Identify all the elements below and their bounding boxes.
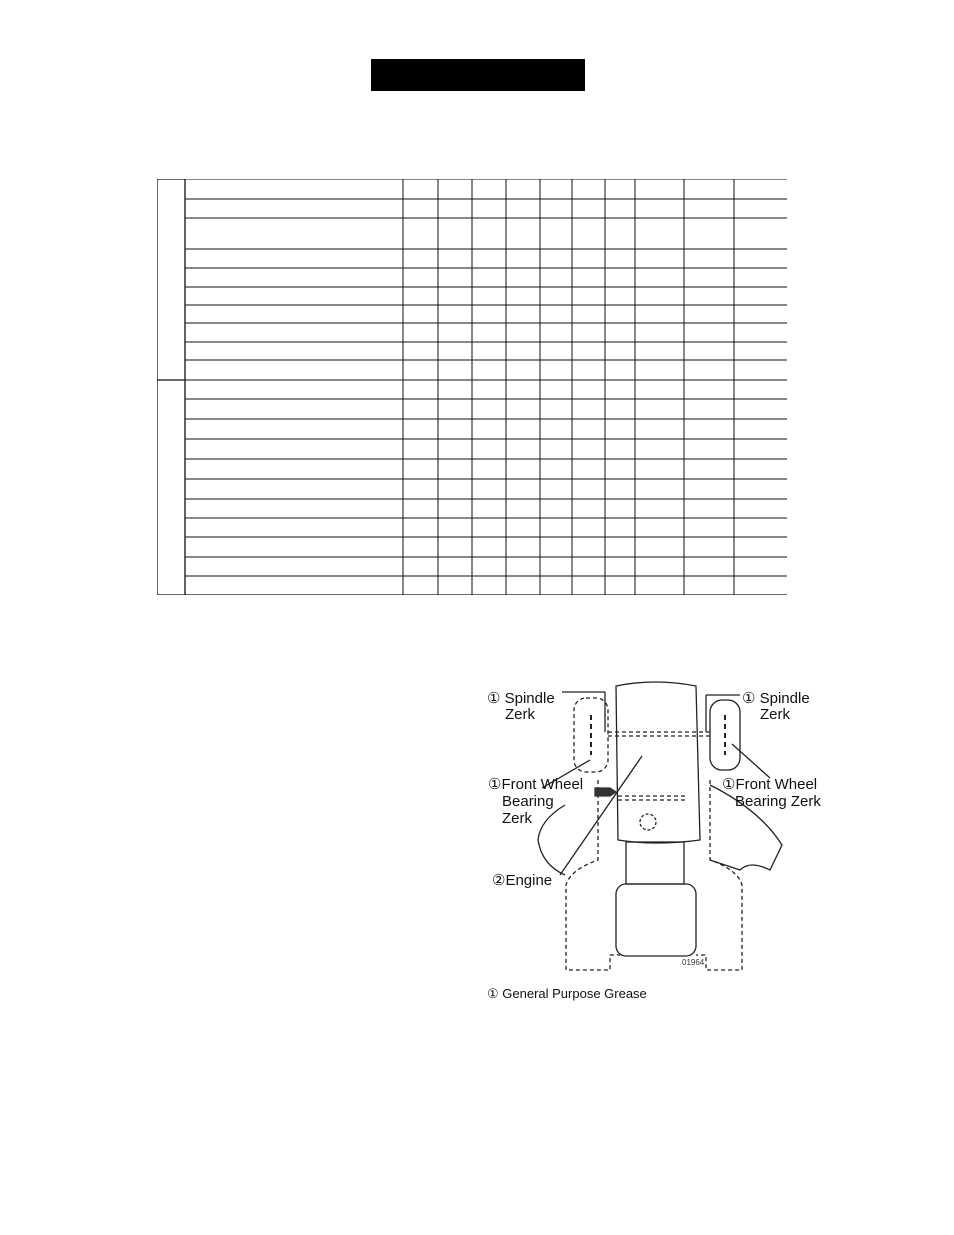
spindle-right-label-2: Zerk <box>760 706 790 723</box>
front-wheel-left-label-3: Zerk <box>502 810 532 827</box>
front-wheel-left-label: ①Front Wheel <box>488 776 584 793</box>
steering-column <box>626 842 684 884</box>
hood <box>616 682 700 843</box>
spindle-right-number: ① <box>742 690 756 707</box>
spindle-right-label: Spindle <box>759 690 810 707</box>
left-deck-outline <box>538 805 565 875</box>
front-wheel-right-label: ①Front Wheel <box>722 776 818 793</box>
legend-general-purpose-grease: ① General Purpose Grease <box>487 986 647 1001</box>
left-rear-fender <box>566 780 620 970</box>
seat <box>616 884 696 956</box>
schedule-grid <box>157 179 787 595</box>
engine-label: ②Engine <box>492 872 553 889</box>
grease-arrow <box>595 788 616 796</box>
figure-number: 01964 <box>682 958 705 967</box>
lubrication-diagram <box>470 670 830 1010</box>
spindle-left-number: ① <box>487 690 501 707</box>
spindle-left-label: Spindle <box>504 690 555 707</box>
section-title-bar <box>371 59 585 91</box>
spindle-left-label-2: Zerk <box>505 706 535 723</box>
maintenance-schedule-table <box>157 179 787 595</box>
front-wheel-right-label-2: Bearing Zerk <box>735 793 821 810</box>
front-wheel-left-label-2: Bearing <box>502 793 554 810</box>
